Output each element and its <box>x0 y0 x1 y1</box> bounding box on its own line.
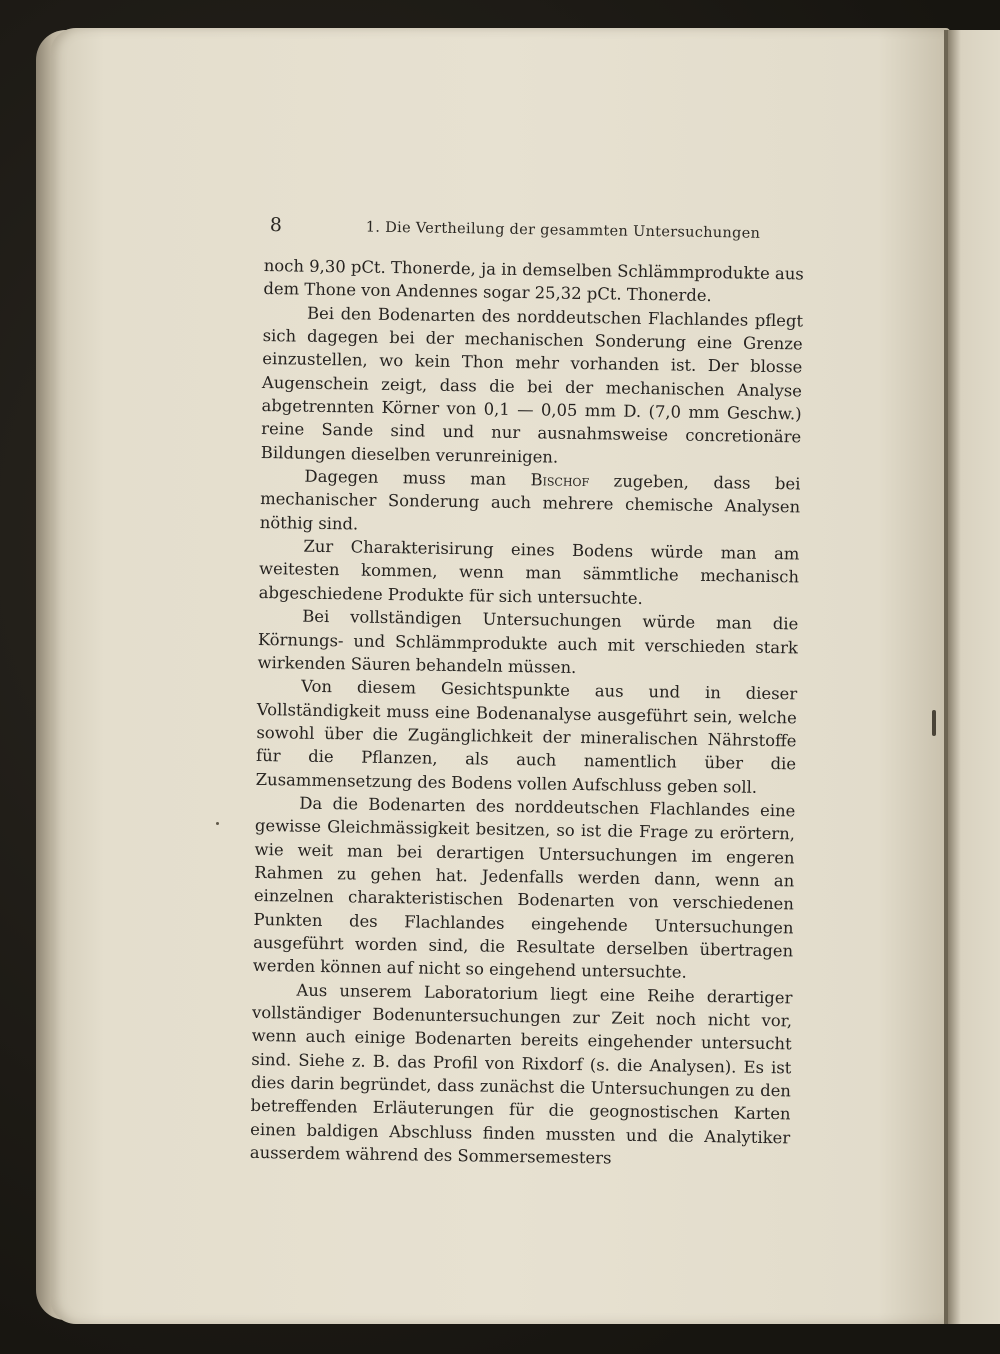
body-text <box>250 254 804 1173</box>
page-number: 8 <box>269 214 283 237</box>
paragraph: Zur Charakterisirung eines Bodens würde man am weitesten kommen, wenn man sämmtliche mechanisch abgeschiedene Produkte für sich untersuchte. <box>258 536 800 608</box>
paragraph: Aus unserem Laboratorium liegt eine Reihe derartiger vollständiger Bodenuntersuchungen zur Zeit noch nicht vor, wenn auch einige Bodenarten bereits eingehender untersucht sind. Siehe z. B. das Profil von Rixdorf (s. die Analysen). Es ist dies darin begründet, dass zunächst die Untersuchungen zu den betreffenden Erläuterungen für die geognostischen Karten einen baldigen Abschluss finden mussten und die Analytiker ausserdem während des Sommersemesters <box>249 980 793 1168</box>
paragraph-text: Dagegen muss man <box>304 466 531 490</box>
paragraph: Bei den Bodenarten des norddeutschen Flachlandes pflegt sich dagegen bei der mechanischen Sonderung eine Grenze einzustellen, wo kein Thon mehr vorhanden ist. Der blosse Augenschein zeigt, dass die bei der mechanischen Analyse abgetrennten Körner von 0,1 — 0,05 mm D. (7,0 mm Geschw.) reine Sande sind und nur ausnahmsweise concretionäre Bildungen dieselben verunreinigen. <box>260 303 804 467</box>
running-head: 1. Die Vertheilung der gesammten Untersuchungen <box>365 219 761 242</box>
paper-speck <box>216 822 219 825</box>
paragraph: noch 9,30 pCt. Thonerde, ja in demselben Schlämmprodukte aus dem Thone von Andennes sogar 25,32 pCt. Thonerde. <box>263 255 804 306</box>
facing-page-edge <box>948 30 1000 1324</box>
page-edge-mark <box>932 710 936 736</box>
paragraph-text: zugeben, dass bei mechanischer Sonderung auch mehrere chemische Analysen nöthig sind. <box>259 471 801 534</box>
paragraph: Da die Bodenarten des norddeutschen Flachlandes eine gewisse Gleichmässigkeit besitzen, so ist die Frage zu erörtern, wie weit man bei derartigen Untersuchungen im engeren Rahmen zu gehen hat. Jedenfalls werden dann, wenn an einzelnen charakteristischen Bodenarten von verschiedenen Punkten des Flachlandes eingehende Untersuchungen ausgeführt worden sind, die Resultate derselben übertragen werden können auf nicht so eingehend untersuchte. <box>252 793 796 983</box>
paragraph <box>260 464 801 543</box>
paragraph: Bei vollständigen Untersuchungen würde man die Körnungs- und Schlämmprodukte auch mit verschieden stark wirkenden Säuren behandeln müssen. <box>257 606 799 677</box>
paragraph: Von diesem Gesichtspunkte aus und in dieser Vollständigkeit muss eine Bodenanalyse ausgeführt sein, welche sowohl über die Zugänglichkeit der mineralischen Nährstoffe für die Pflanzen, als auch namentlich über die Zusammensetzung des Bodens vollen Aufschluss geben soll. <box>255 676 798 797</box>
author-name: Bischof <box>530 470 590 491</box>
